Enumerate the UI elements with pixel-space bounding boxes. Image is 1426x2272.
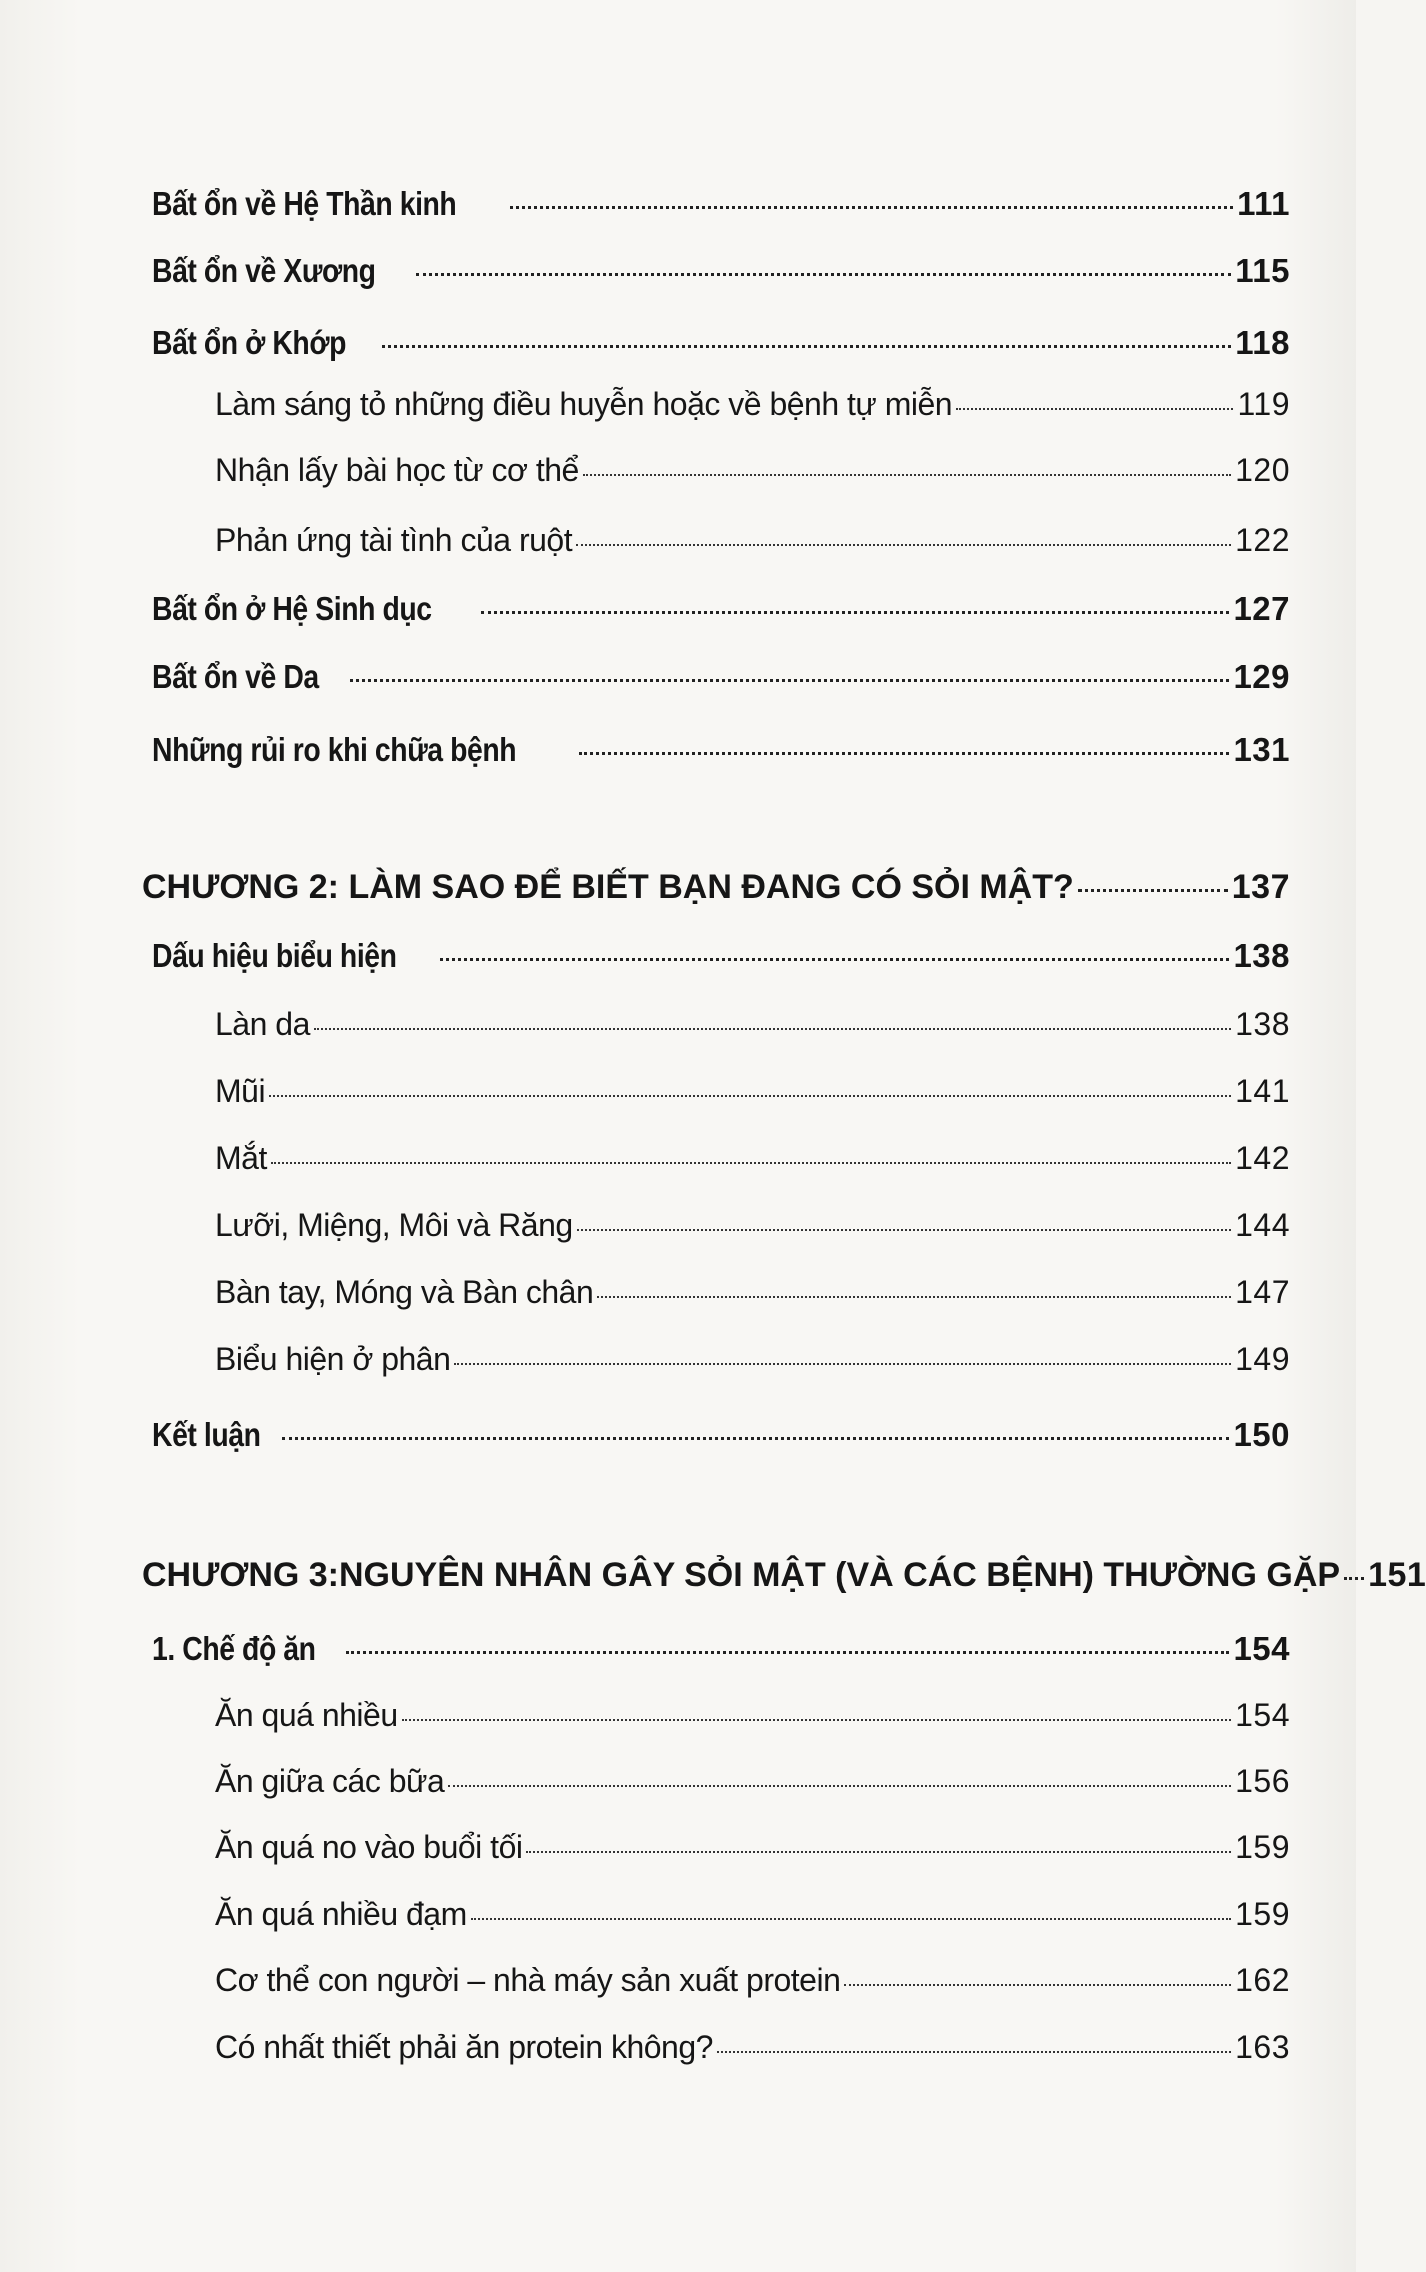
toc-subentry [215,1274,1290,1334]
toc-entry-page: 119 [1237,386,1290,422]
toc-entry [152,324,1290,384]
dot-leader [448,1785,1231,1787]
dot-leader [471,1918,1231,1920]
dot-leader [576,544,1231,546]
dot-leader [717,2051,1231,2053]
dot-leader [844,1984,1231,1986]
toc-entry-page: 144 [1235,1207,1290,1243]
toc-entry [152,731,1290,791]
toc-subentry [215,1006,1290,1066]
dot-leader [269,1095,1231,1097]
toc-entry-page: 131 [1233,731,1290,768]
toc-entry-title: Bàn tay, Móng và Bàn chân [215,1274,594,1310]
toc-subentry [215,1697,1290,1757]
toc-subentry [215,1763,1290,1823]
toc-entry-title: Cơ thể con người – nhà máy sản xuất protein [215,1962,841,1998]
dot-leader [956,408,1233,410]
toc-entry-title: Ăn giữa các bữa [215,1763,445,1799]
dot-leader [314,1028,1231,1030]
toc-entry-page: 137 [1231,868,1290,906]
toc-subentry [215,1341,1290,1401]
toc-entry-page: 122 [1235,522,1290,558]
chapter-title: CHƯƠNG 3:NGUYÊN NHÂN GÂY SỎI MẬT (VÀ CÁC BỆNH) THƯỜNG GẶP [142,1556,1341,1594]
toc-entry-title: Ăn quá nhiều [215,1697,398,1733]
toc-entry-page: 159 [1235,1896,1290,1932]
toc-entry-page: 127 [1233,590,1290,627]
dot-leader [583,474,1231,476]
toc-entry-title: Bất ổn ở Hệ Sinh dục [152,590,432,627]
toc-entry-title: Lưỡi, Miệng, Môi và Răng [215,1207,573,1243]
toc-entry-page: 163 [1235,2029,1290,2065]
toc-entry-page: 162 [1235,1962,1290,1998]
toc-entry-page: 142 [1235,1140,1290,1176]
toc-subentry [215,452,1290,512]
toc-entry-page: 111 [1237,185,1290,222]
toc-entry-page: 159 [1235,1829,1290,1865]
dot-leader [282,1437,1229,1440]
toc-entry-title: Ăn quá no vào buổi tối [215,1829,523,1865]
toc-entry-title: Có nhất thiết phải ăn protein không? [215,2029,713,2065]
toc-entry [152,1630,1290,1690]
toc-entry-page: 154 [1235,1697,1290,1733]
toc-chapter [142,1556,1426,1616]
toc-entry-title: Bất ổn về Da [152,658,319,695]
toc-entry [152,658,1290,718]
toc-entry-title: Những rủi ro khi chữa bệnh [152,731,517,768]
toc-entry [152,252,1290,312]
toc-entry-page: 151 [1368,1556,1426,1594]
toc-entry-page: 129 [1233,658,1290,695]
toc-entry-title: Kết luận [152,1416,261,1453]
toc-entry-page: 115 [1235,252,1290,289]
toc-entry-title: Mắt [215,1140,267,1176]
toc-subentry [215,1962,1290,2022]
dot-leader [350,679,1230,682]
dot-leader [1344,1577,1364,1580]
toc-subentry [215,1896,1290,1956]
dot-leader [510,206,1233,209]
toc-entry-title: Bất ổn ở Khớp [152,324,346,361]
dot-leader [416,273,1231,276]
toc-entry-title: Dấu hiệu biểu hiện [152,937,397,974]
chapter-title: CHƯƠNG 2: LÀM SAO ĐỂ BIẾT BẠN ĐANG CÓ SỎI MẬT? [142,868,1074,906]
toc-entry-page: 141 [1235,1073,1290,1109]
toc-entry-title: Ăn quá nhiều đạm [215,1896,467,1932]
dot-leader [1078,889,1228,892]
toc-subentry [215,1829,1290,1889]
dot-leader [402,1719,1232,1721]
toc-entry-title: Làn da [215,1006,310,1042]
toc-entry-page: 154 [1233,1630,1290,1667]
toc-entry [152,590,1290,650]
toc-subentry [215,522,1290,582]
toc-entry-page: 138 [1233,937,1290,974]
dot-leader [481,611,1229,614]
dot-leader [440,958,1229,961]
toc-entry [152,185,1290,245]
toc-entry-page: 120 [1235,452,1290,488]
toc-entry [152,937,1290,997]
toc-entry-title: Bất ổn về Hệ Thần kinh [152,185,457,222]
toc-entry-page: 149 [1235,1341,1290,1377]
toc-subentry [215,1140,1290,1200]
toc-subentry [215,1073,1290,1133]
dot-leader [382,345,1232,348]
dot-leader [271,1162,1231,1164]
dot-leader [454,1363,1231,1365]
toc-subentry [215,2029,1290,2089]
dot-leader [577,1229,1231,1231]
dot-leader [597,1296,1231,1298]
toc-entry-page: 147 [1235,1274,1290,1310]
dot-leader [346,1651,1229,1654]
toc-entry-title: Làm sáng tỏ những điều huyễn hoặc về bệnh tự miễn [215,386,953,422]
toc-entry-title: Mũi [215,1073,266,1109]
toc-subentry [215,386,1290,446]
toc-chapter [142,868,1290,928]
dot-leader [526,1851,1231,1853]
toc-entry-title: 1. Chế độ ăn [152,1630,316,1667]
toc-entry-title: Phản ứng tài tình của ruột [215,522,573,558]
toc-entry-page: 156 [1235,1763,1290,1799]
toc-entry-title: Bất ổn về Xương [152,252,376,289]
toc-entry-title: Biểu hiện ở phân [215,1341,451,1377]
toc-entry-page: 150 [1233,1416,1290,1453]
toc-entry [152,1416,1290,1476]
dot-leader [579,752,1229,755]
toc-entry-title: Nhận lấy bài học từ cơ thể [215,452,579,488]
toc-entry-page: 118 [1235,324,1290,361]
toc-entry-page: 138 [1235,1006,1290,1042]
toc-subentry [215,1207,1290,1267]
